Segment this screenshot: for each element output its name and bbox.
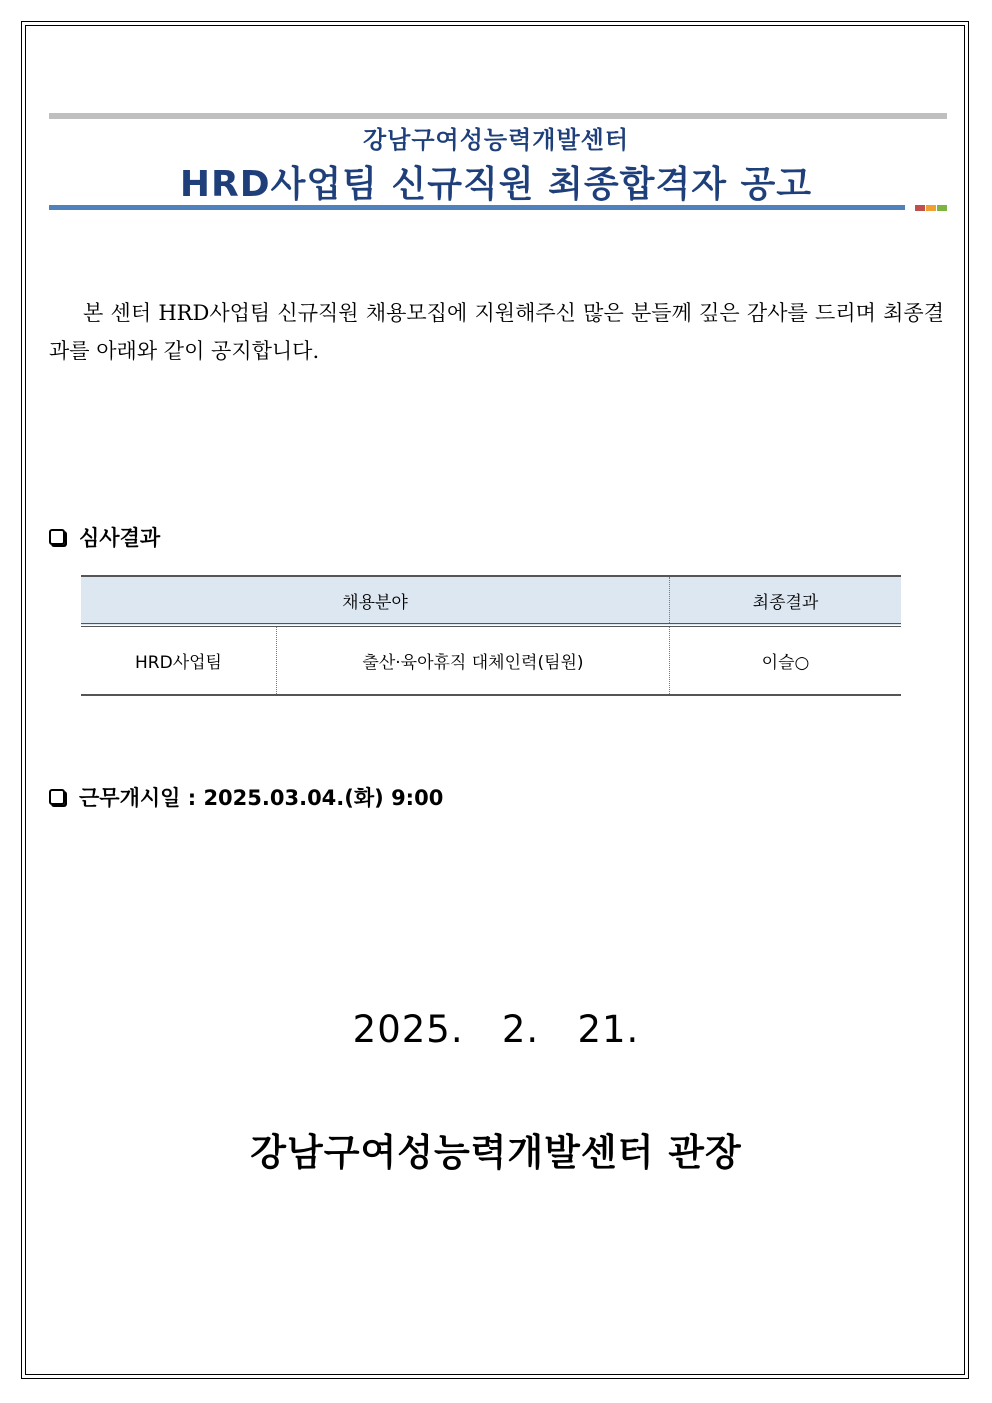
decor-square-orange [926,205,936,211]
notice-date: 2025. 2. 21. [352,1008,640,1051]
intro-paragraph: 본 센터 HRD사업팀 신규직원 채용모집에 지원해주신 많은 분들께 깊은 감사를 드리며 최종결과를 아래와 같이 공지합니다. [49,301,944,363]
section-result-label: 심사결과 [79,526,161,550]
section-start-heading [49,782,443,812]
header-field: 채용분야 [81,576,670,625]
header-top-rule [49,113,947,119]
table-row [81,625,901,695]
checkbox-square-icon [49,529,65,545]
cell-team: HRD사업팀 [81,625,277,695]
signer: 강남구여성능력개발센터 관장 [250,1131,742,1174]
organization-title: 강남구여성능력개발센터 [362,126,630,154]
result-table [81,575,901,696]
section-result-heading [49,522,160,552]
header-result: 최종결과 [670,576,902,625]
page-title: HRD사업팀 신규직원 최종합격자 공고 [179,164,813,205]
checkbox-square-icon [49,789,65,805]
cell-result: 이슬○ [670,625,902,695]
cell-position: 출산·육아휴직 대체인력(팀원) [277,625,670,695]
section-start-label: 근무개시일 : 2025.03.04.(화) 9:00 [79,786,444,810]
decor-square-green [937,205,947,211]
header-bottom-rule [49,205,905,210]
table-header-row [81,576,901,625]
decor-square-red [915,205,925,211]
